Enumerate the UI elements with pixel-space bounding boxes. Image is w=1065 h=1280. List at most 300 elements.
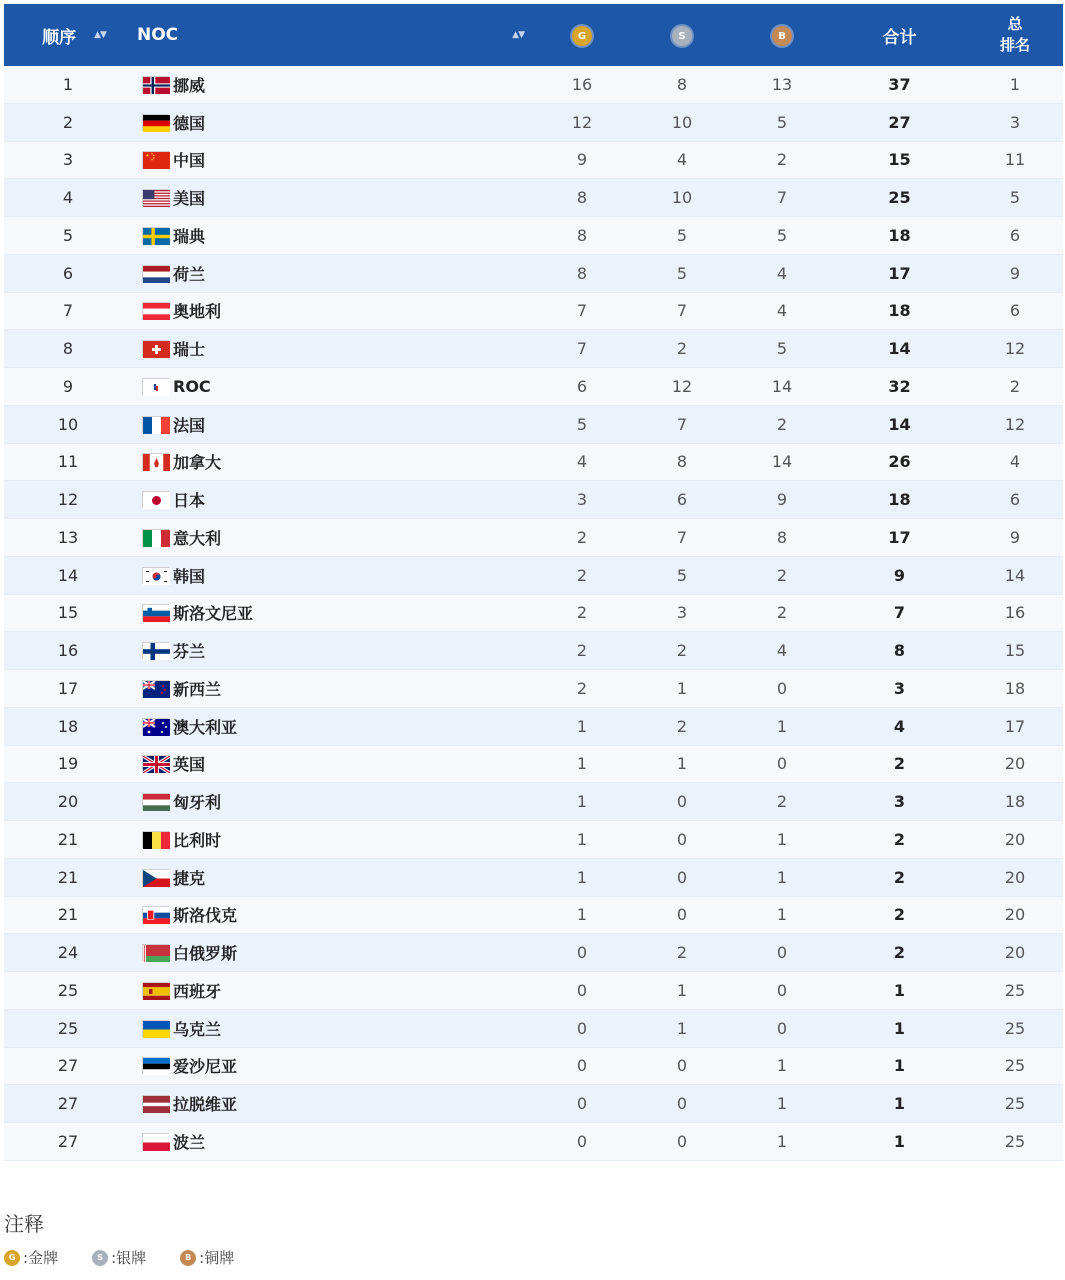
gold-medal-icon: G (4, 1250, 20, 1266)
legend-gold-text: 金牌 (28, 1249, 59, 1267)
header-noc-label: NOC (137, 25, 179, 45)
overall-rank: 14 (1004, 565, 1026, 585)
overall-rank: 18 (1004, 678, 1026, 698)
legend-bronze (180, 1247, 234, 1268)
total-count: 4 (893, 716, 906, 736)
gold-count: 0 (576, 1018, 588, 1038)
table-row[interactable] (4, 217, 1063, 255)
flag-poland-icon (142, 1133, 169, 1150)
noc-cell[interactable] (132, 941, 532, 964)
noc-cell[interactable] (132, 866, 532, 889)
total-count: 17 (888, 527, 911, 547)
noc-cell[interactable] (132, 262, 532, 285)
gold-count: 0 (576, 943, 588, 963)
total-count: 27 (888, 112, 911, 132)
total-count: 15 (888, 150, 911, 170)
table-header (4, 4, 1063, 66)
country-name[interactable]: 斯洛伐克 (173, 906, 238, 926)
country-name[interactable]: 新西兰 (173, 679, 222, 699)
bronze-count: 1 (776, 1131, 788, 1151)
legend (4, 1247, 268, 1268)
flag-switzerland-icon (142, 340, 169, 357)
bronze-count: 0 (776, 678, 788, 698)
bronze-count: 0 (776, 980, 788, 1000)
overall-rank: 2 (1009, 376, 1021, 396)
overall-rank: 25 (1004, 980, 1026, 1000)
silver-count: 2 (676, 641, 688, 661)
table-row[interactable] (4, 1085, 1063, 1123)
total-count: 8 (893, 641, 906, 661)
overall-rank: 20 (1004, 905, 1026, 925)
total-count: 25 (888, 188, 911, 208)
silver-count: 0 (676, 1094, 688, 1114)
silver-count: 0 (676, 1056, 688, 1076)
rank-cell: 20 (57, 792, 79, 812)
flag-slovakia-icon (142, 906, 169, 923)
flag-roc-icon (142, 378, 169, 395)
gold-count: 8 (576, 263, 588, 283)
rank-cell: 18 (57, 716, 79, 736)
rank-cell: 5 (62, 225, 74, 245)
silver-count: 2 (676, 943, 688, 963)
noc-cell[interactable] (132, 526, 532, 549)
silver-count: 7 (676, 301, 688, 321)
silver-count: 2 (676, 716, 688, 736)
silver-count: 1 (676, 678, 688, 698)
gold-count: 2 (576, 641, 588, 661)
noc-cell[interactable] (132, 601, 532, 624)
silver-medal-icon: S (92, 1250, 108, 1266)
silver-count: 12 (671, 376, 693, 396)
overall-rank: 20 (1004, 867, 1026, 887)
flag-austria-icon (142, 302, 169, 319)
overall-rank: 6 (1009, 225, 1021, 245)
country-name[interactable]: 意大利 (173, 528, 222, 548)
country-name[interactable]: 瑞典 (173, 226, 206, 246)
total-count: 2 (893, 829, 906, 849)
country-name[interactable]: 英国 (173, 755, 206, 775)
table-row[interactable] (4, 859, 1063, 897)
flag-germany-icon (142, 114, 169, 131)
bronze-count: 2 (776, 150, 788, 170)
noc-cell[interactable] (132, 1130, 532, 1153)
table-row[interactable] (4, 444, 1063, 482)
table-row[interactable] (4, 746, 1063, 784)
noc-cell[interactable] (132, 488, 532, 511)
overall-rank: 6 (1009, 490, 1021, 510)
flag-estonia-icon (142, 1057, 169, 1074)
noc-cell[interactable] (132, 979, 532, 1002)
table-row[interactable] (4, 557, 1063, 595)
total-count: 18 (888, 301, 911, 321)
legend-gold (4, 1247, 58, 1268)
flag-belgium-icon (142, 831, 169, 848)
overall-rank: 16 (1004, 603, 1026, 623)
gold-count: 0 (576, 1094, 588, 1114)
noc-cell[interactable] (132, 677, 532, 700)
header-rank[interactable] (4, 23, 132, 48)
flag-korea-icon (142, 567, 169, 584)
noc-cell[interactable] (132, 1054, 532, 1077)
table-row[interactable] (4, 1048, 1063, 1086)
bronze-count: 9 (776, 490, 788, 510)
gold-count: 2 (576, 603, 588, 623)
bronze-count: 0 (776, 943, 788, 963)
overall-rank: 25 (1004, 1056, 1026, 1076)
noc-cell[interactable] (132, 224, 532, 247)
total-count: 26 (888, 452, 911, 472)
total-count: 1 (893, 980, 906, 1000)
flag-latvia-icon (142, 1095, 169, 1112)
noc-cell[interactable] (132, 828, 532, 851)
header-total[interactable]: 合计 (882, 27, 917, 48)
flag-uk-icon (142, 755, 169, 772)
table-row[interactable] (4, 481, 1063, 519)
header-overall-line1: 总 (1007, 15, 1023, 33)
sort-icon[interactable]: ▲▼ (94, 30, 106, 40)
header-overall-line2: 排名 (999, 36, 1030, 54)
silver-count: 1 (676, 754, 688, 774)
table-row[interactable] (4, 368, 1063, 406)
flag-norway-icon (142, 76, 169, 93)
overall-rank: 15 (1004, 641, 1026, 661)
flag-china-icon (142, 151, 169, 168)
bronze-count: 1 (776, 716, 788, 736)
country-name[interactable]: 法国 (173, 415, 206, 435)
silver-count: 5 (676, 565, 688, 585)
total-count: 1 (893, 1094, 906, 1114)
country-name[interactable]: 波兰 (173, 1132, 206, 1152)
table-row[interactable] (4, 670, 1063, 708)
bronze-count: 5 (776, 339, 788, 359)
noc-cell[interactable] (132, 715, 532, 738)
total-count: 14 (888, 414, 911, 434)
noc-cell[interactable] (132, 1092, 532, 1115)
table-row[interactable] (4, 708, 1063, 746)
rank-cell: 27 (57, 1131, 79, 1151)
gold-count: 7 (576, 339, 588, 359)
gold-count: 0 (576, 1131, 588, 1151)
bronze-count: 5 (776, 225, 788, 245)
overall-rank: 4 (1009, 452, 1021, 472)
flag-finland-icon (142, 642, 169, 659)
gold-count: 1 (576, 716, 588, 736)
gold-count: 7 (576, 301, 588, 321)
gold-count: 5 (576, 414, 588, 434)
country-name[interactable]: 美国 (173, 189, 206, 209)
rank-cell: 8 (62, 339, 74, 359)
country-name[interactable]: 爱沙尼亚 (173, 1057, 238, 1077)
total-count: 2 (893, 943, 906, 963)
table-row[interactable] (4, 330, 1063, 368)
silver-count: 4 (676, 150, 688, 170)
country-name[interactable]: ROC (173, 376, 211, 396)
rank-cell: 24 (57, 943, 79, 963)
rank-cell: 21 (57, 905, 79, 925)
noc-cell[interactable] (132, 186, 532, 209)
table-row[interactable] (4, 142, 1063, 180)
overall-rank: 3 (1009, 112, 1021, 132)
table-row[interactable] (4, 255, 1063, 293)
noc-cell[interactable] (132, 790, 532, 813)
table-row[interactable] (4, 595, 1063, 633)
silver-count: 8 (676, 452, 688, 472)
silver-count: 6 (676, 490, 688, 510)
legend-bronze-label: :铜牌 (199, 1249, 235, 1267)
silver-count: 8 (676, 74, 688, 94)
country-name[interactable]: 斯洛文尼亚 (173, 604, 254, 624)
flag-hungary-icon (142, 793, 169, 810)
noc-cell[interactable] (132, 413, 532, 436)
header-noc[interactable] (132, 25, 532, 45)
bronze-count: 1 (776, 829, 788, 849)
country-name[interactable]: 加拿大 (173, 453, 222, 473)
header-bronze[interactable] (732, 24, 832, 47)
overall-rank: 20 (1004, 943, 1026, 963)
overall-rank: 9 (1009, 527, 1021, 547)
rank-cell: 16 (57, 641, 79, 661)
legend-gold-label: :金牌 (23, 1249, 59, 1267)
gold-count: 8 (576, 188, 588, 208)
country-name[interactable]: 匈牙利 (173, 793, 222, 813)
gold-count: 1 (576, 792, 588, 812)
notes (4, 1208, 268, 1268)
gold-medal-icon: G (572, 26, 592, 46)
table-row[interactable] (4, 1123, 1063, 1161)
header-silver[interactable] (632, 24, 732, 47)
bronze-count: 8 (776, 527, 788, 547)
gold-count: 1 (576, 754, 588, 774)
flag-ukraine-icon (142, 1020, 169, 1037)
country-name[interactable]: 芬兰 (173, 642, 206, 662)
table-row[interactable] (4, 783, 1063, 821)
silver-count: 0 (676, 792, 688, 812)
gold-count: 2 (576, 565, 588, 585)
noc-cell[interactable] (132, 903, 532, 926)
country-name[interactable]: 乌克兰 (173, 1019, 222, 1039)
table-row[interactable] (4, 1010, 1063, 1048)
silver-count: 0 (676, 1131, 688, 1151)
noc-cell[interactable] (132, 639, 532, 662)
rank-cell: 11 (57, 452, 79, 472)
table-row[interactable] (4, 406, 1063, 444)
bronze-count: 1 (776, 1094, 788, 1114)
flag-new-zealand-icon (142, 680, 169, 697)
gold-count: 8 (576, 225, 588, 245)
overall-rank: 12 (1004, 414, 1026, 434)
rank-cell: 7 (62, 301, 74, 321)
rank-cell: 25 (57, 1018, 79, 1038)
silver-count: 10 (671, 188, 693, 208)
gold-count: 6 (576, 376, 588, 396)
country-name[interactable]: 德国 (173, 113, 206, 133)
rank-cell: 2 (62, 112, 74, 132)
silver-count: 0 (676, 867, 688, 887)
overall-rank: 5 (1009, 188, 1021, 208)
silver-count: 2 (676, 339, 688, 359)
country-name[interactable]: 比利时 (173, 830, 222, 850)
overall-rank: 9 (1009, 263, 1021, 283)
table-row[interactable] (4, 104, 1063, 142)
country-name[interactable]: 挪威 (173, 75, 206, 95)
rank-cell: 1 (62, 74, 74, 94)
noc-cell[interactable] (132, 299, 532, 322)
header-gold[interactable] (532, 24, 632, 47)
silver-count: 5 (676, 263, 688, 283)
country-name[interactable]: 白俄罗斯 (173, 944, 238, 964)
noc-cell[interactable] (132, 377, 532, 396)
rank-cell: 21 (57, 867, 79, 887)
gold-count: 16 (571, 74, 593, 94)
gold-count: 9 (576, 150, 588, 170)
gold-count: 4 (576, 452, 588, 472)
table-row[interactable] (4, 179, 1063, 217)
gold-count: 3 (576, 490, 588, 510)
bronze-count: 4 (776, 301, 788, 321)
bronze-count: 4 (776, 263, 788, 283)
country-name[interactable]: 中国 (173, 151, 206, 171)
table-row[interactable] (4, 632, 1063, 670)
bronze-medal-icon: B (180, 1250, 196, 1266)
country-name[interactable]: 奥地利 (173, 302, 222, 322)
rank-cell: 4 (62, 188, 74, 208)
country-name[interactable]: 拉脱维亚 (173, 1095, 238, 1115)
gold-count: 0 (576, 980, 588, 1000)
flag-japan-icon (142, 491, 169, 508)
legend-silver-text: 银牌 (116, 1249, 147, 1267)
noc-cell[interactable] (132, 564, 532, 587)
bronze-count: 14 (771, 452, 793, 472)
overall-rank: 18 (1004, 792, 1026, 812)
bronze-count: 13 (771, 74, 793, 94)
bronze-count: 1 (776, 867, 788, 887)
silver-count: 0 (676, 905, 688, 925)
overall-rank: 12 (1004, 339, 1026, 359)
flag-sweden-icon (142, 227, 169, 244)
country-name[interactable]: 日本 (173, 491, 206, 511)
total-count: 1 (893, 1056, 906, 1076)
table-row[interactable] (4, 972, 1063, 1010)
rank-cell: 10 (57, 414, 79, 434)
noc-cell[interactable] (132, 148, 532, 171)
silver-count: 5 (676, 225, 688, 245)
overall-rank: 25 (1004, 1131, 1026, 1151)
gold-count: 1 (576, 905, 588, 925)
bronze-count: 0 (776, 754, 788, 774)
country-name[interactable]: 西班牙 (173, 981, 222, 1001)
bronze-count: 2 (776, 565, 788, 585)
flag-belarus-icon (142, 944, 169, 961)
noc-cell[interactable] (132, 752, 532, 775)
silver-count: 3 (676, 603, 688, 623)
bronze-count: 5 (776, 112, 788, 132)
country-name[interactable]: 澳大利亚 (173, 717, 238, 737)
sort-icon[interactable]: ▲▼ (512, 30, 524, 40)
silver-count: 7 (676, 414, 688, 434)
overall-rank: 17 (1004, 716, 1026, 736)
bronze-count: 1 (776, 1056, 788, 1076)
silver-count: 10 (671, 112, 693, 132)
silver-count: 0 (676, 829, 688, 849)
table-row[interactable] (4, 897, 1063, 935)
noc-cell[interactable] (132, 337, 532, 360)
flag-czech-icon (142, 869, 169, 886)
flag-italy-icon (142, 529, 169, 546)
total-count: 7 (893, 603, 906, 623)
silver-count: 7 (676, 527, 688, 547)
noc-cell[interactable] (132, 111, 532, 134)
rank-cell: 12 (57, 490, 79, 510)
legend-silver-label: :银牌 (111, 1249, 147, 1267)
overall-rank: 25 (1004, 1018, 1026, 1038)
total-count: 18 (888, 225, 911, 245)
bronze-count: 14 (771, 376, 793, 396)
table-row[interactable] (4, 934, 1063, 972)
country-name[interactable]: 荷兰 (173, 264, 206, 284)
rank-cell: 9 (62, 376, 74, 396)
rank-cell: 14 (57, 565, 79, 585)
total-count: 3 (893, 792, 906, 812)
total-count: 17 (888, 263, 911, 283)
silver-count: 1 (676, 1018, 688, 1038)
bronze-count: 4 (776, 641, 788, 661)
gold-count: 12 (571, 112, 593, 132)
header-overall-rank[interactable] (967, 14, 1063, 56)
header-rank-label: 顺序 (42, 27, 77, 48)
noc-cell[interactable] (132, 73, 532, 96)
bronze-count: 2 (776, 414, 788, 434)
flag-usa-icon (142, 189, 169, 206)
total-count: 2 (893, 905, 906, 925)
flag-canada-icon (142, 453, 169, 470)
total-count: 2 (893, 754, 906, 774)
table-row[interactable] (4, 66, 1063, 104)
legend-silver (92, 1247, 146, 1268)
noc-cell[interactable] (132, 450, 532, 473)
overall-rank: 25 (1004, 1094, 1026, 1114)
table-row[interactable] (4, 519, 1063, 557)
bronze-count: 7 (776, 188, 788, 208)
country-name[interactable]: 瑞士 (173, 340, 206, 360)
total-count: 9 (893, 565, 906, 585)
table-row[interactable] (4, 821, 1063, 859)
rank-cell: 13 (57, 527, 79, 547)
gold-count: 0 (576, 1056, 588, 1076)
gold-count: 1 (576, 829, 588, 849)
rank-cell: 21 (57, 829, 79, 849)
total-count: 1 (893, 1131, 906, 1151)
gold-count: 2 (576, 678, 588, 698)
bronze-count: 1 (776, 905, 788, 925)
flag-netherlands-icon (142, 265, 169, 282)
rank-cell: 6 (62, 263, 74, 283)
table-body (4, 66, 1063, 1161)
country-name[interactable]: 捷克 (173, 868, 206, 888)
flag-slovenia-icon (142, 604, 169, 621)
rank-cell: 15 (57, 603, 79, 623)
noc-cell[interactable] (132, 1017, 532, 1040)
rank-cell: 25 (57, 980, 79, 1000)
country-name[interactable]: 韩国 (173, 566, 206, 586)
total-count: 32 (888, 376, 911, 396)
table-row[interactable] (4, 293, 1063, 331)
total-count: 1 (893, 1018, 906, 1038)
silver-medal-icon: S (672, 26, 692, 46)
gold-count: 1 (576, 867, 588, 887)
overall-rank: 11 (1004, 150, 1026, 170)
total-count: 14 (888, 339, 911, 359)
legend-bronze-text: 铜牌 (204, 1249, 235, 1267)
